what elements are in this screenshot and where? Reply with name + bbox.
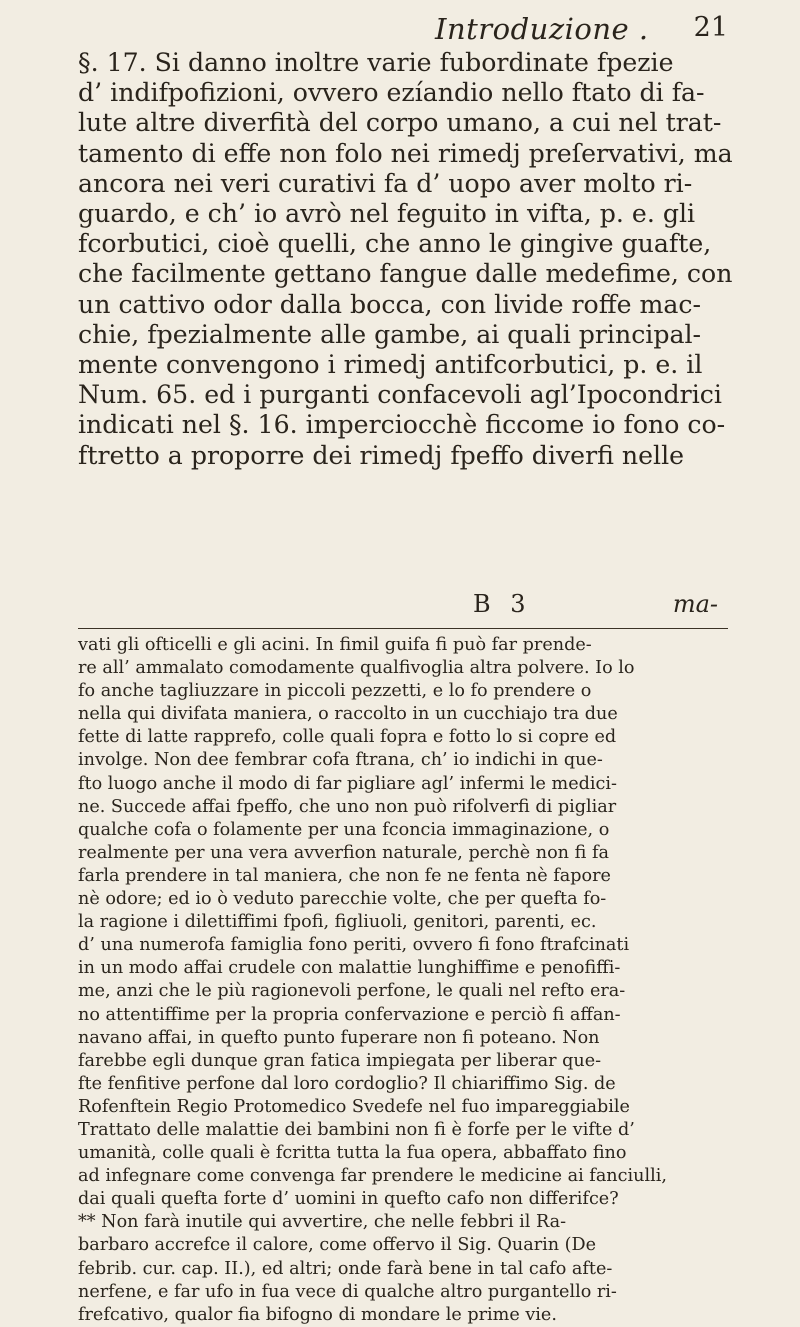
signature-mark: B 3 (473, 590, 532, 618)
page-header (80, 12, 728, 52)
page-number: 21 (693, 12, 728, 43)
catchword: ma- (672, 590, 718, 618)
signature-line (78, 590, 728, 622)
footnote-text: vati gli ofticelli e gli acini. In fimil guifa fi può far prende- re all’ ammalato comodamente qualfivoglia altra polvere. Io lo fo anche tagliuzzare in piccoli pezzetti, e lo fo prendere o nella qui divifata maniera, o raccolto in un cucchiajo tra due fette di latte rapprefo, colle quali fopra e fotto lo si copre ed involge. Non dee fembrar cofa ftrana, ch’ io indichi in que- fto luogo anche il modo di far pigliare agl’ infermi le medici- ne. Succede affai fpeffo, che uno non può rifolverfi di pigliar qualche cofa o folamente per una fconcia immaginazione, o realmente per una vera avverfion naturale, perchè non fi fa farla prendere in tal maniera, che non fe ne fenta nè fapore nè odore; ed io ò veduto parecchie volte, che per quefta fo- la ragione i dilettiffimi fpofi, figliuoli, genitori, parenti, ec. d’ una numerofa famiglia fono periti, ovvero fi fono ftrafcinati in un modo affai crudele con malattie lunghiffime e penofiffi- me, anzi che le più ragionevoli perfone, le quali nel refto era- no attentiffime per la propria confervazione e perciò fi affan- navano affai, in quefto punto fuperare non fi poteano. Non farebbe egli dunque gran fatica impiegata per liberar que- fte fenfitive perfone dal loro cordoglio? Il chiariffimo Sig. de Rofenftein Regio Protomedico Svedefe nel fuo impareggiabile Trattato delle malattie dei bambini non fi è forfe per le vifte d’ umanità, colle quali è fcritta tutta la fua opera, abbaffato fino ad infegnare come convenga far prendere le medicine ai fanciulli, dai quali quefta forte d’ uomini in quefto cafo non differifce? ** Non farà inutile qui avvertire, che nelle febbri il Ra- barbaro accrefce il calore, come offervo il Sig. Quarin (De febrib. cur. cap. II.), ed altri; onde farà bene in tal cafo afte- nerfene, e far ufo in fua vece di qualche altro purgantello ri- frefcativo, qualor fia bifogno di mondare le prime vie. (78, 635, 667, 1325)
footnote-divider (78, 628, 728, 629)
running-title: Introduzione . (435, 12, 649, 46)
main-paragraph: §. 17. Si danno inoltre varie fubordinate fpezie d’ indifpofizioni, ovvero ezíandio nello ftato di fa- lute altre diverfità del corpo umano, a cui nel trat- tamento di effe non folo nei rimedj preſervativi, ma ancora nei veri curativi fa d’ uopo aver molto ri- guardo, e ch’ io avrò nel feguito in vifta, p. e. gli fcorbutici, cioè quelli, che anno le gingive guafte, che facilmente gettano fangue dalle medefime, con un cattivo odor dalla bocca, con livide roffe mac- chie, fpezialmente alle gambe, ai quali principal- mente convengono i rimedj antifcorbutici, p. e. il Num. 65. ed i purganti confacevoli agl’Ipocondrici indicati nel §. 16. imperciocchè ficcome io fono co- ftretto a proporre dei rimedj fpeffo diverfi nelle (78, 48, 733, 470)
